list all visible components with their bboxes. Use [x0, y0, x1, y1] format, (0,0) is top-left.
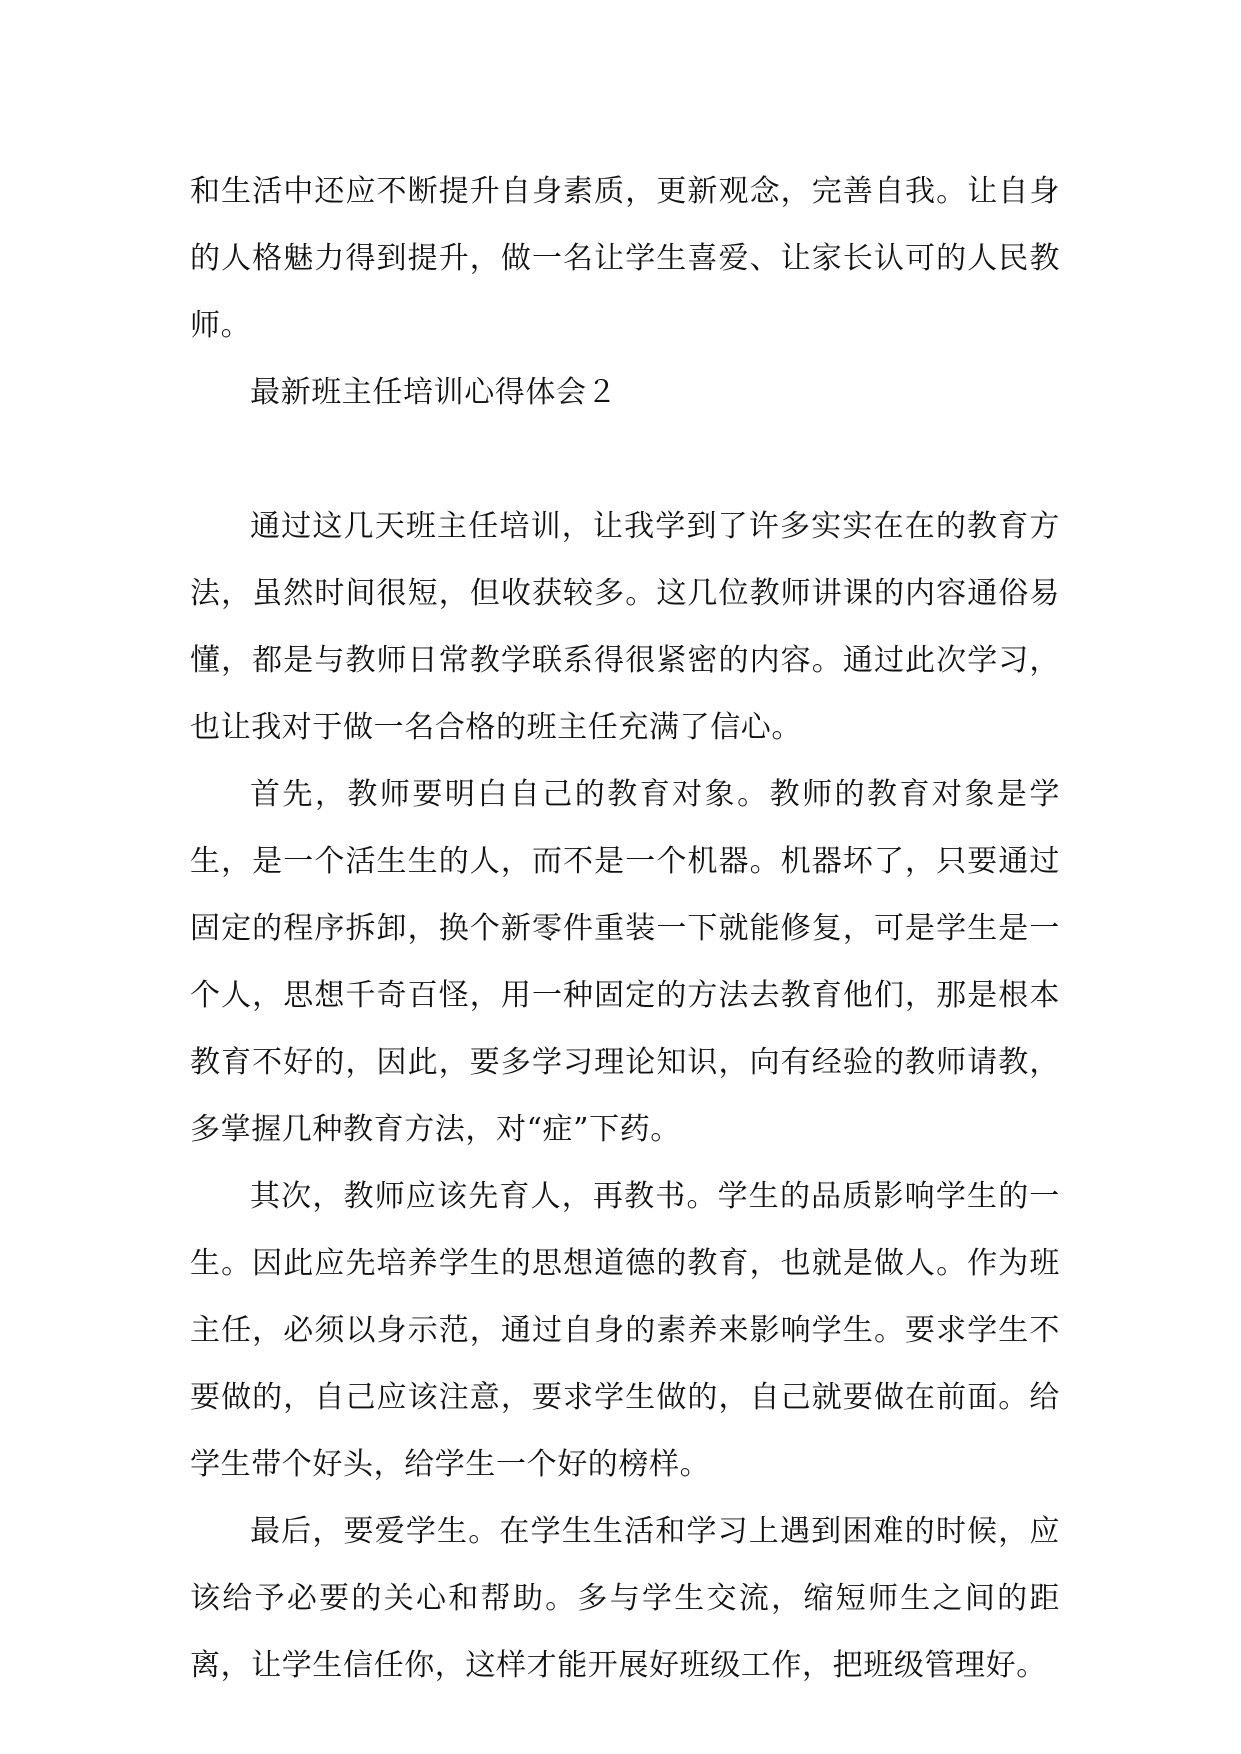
paragraph-second: 其次，教师应该先育人，再教书。学生的品质影响学生的一生。因此应先培养学生的思想道德的教育，也就是做人。作为班主任，必须以身示范，通过自身的素养来影响学生。要求学生不要做的，自己应该注意，要求学生做的，自己就要做在前面。给学生带个好头，给学生一个好的榜样。 [190, 1179, 1060, 1482]
paragraph-first: 首先，教师要明白自己的教育对象。教师的教育对象是学生，是一个活生生的人，而不是一个机器。机器坏了，只要通过固定的程序拆卸，换个新零件重装一下就能修复，可是学生是一个人，思想千奇百怪，用一种固定的方法去教育他们，那是根本教育不好的，因此，要多学习理论知识，向有经验的教师请教，多掌握几种教育方法，对“症”下药。 [190, 777, 1060, 1147]
paragraph-last: 最后，要爱学生。在学生生活和学习上遇到困难的时候，应该给予必要的关心和帮助。多与学生交流，缩短师生之间的距离，让学生信任你，这样才能开展好班级工作，把班级管理好。 [190, 1514, 1060, 1683]
paragraph-intro: 通过这几天班主任培训，让我学到了许多实实在在的教育方法，虽然时间很短，但收获较多。这几位教师讲课的内容通俗易懂，都是与教师日常教学联系得很紧密的内容。通过此次学习，也让我对于做一名合格的班主任充满了信心。 [190, 509, 1060, 745]
document-body [190, 158, 1060, 1699]
continued-paragraph: 和生活中还应不断提升自身素质，更新观念，完善自我。让自身的人格魅力得到提升，做一名让学生喜爱、让家长认可的人民教师。 [190, 174, 1060, 343]
section-heading: 最新班主任培训心得体会２ [250, 375, 618, 410]
blank-line [190, 426, 1060, 493]
